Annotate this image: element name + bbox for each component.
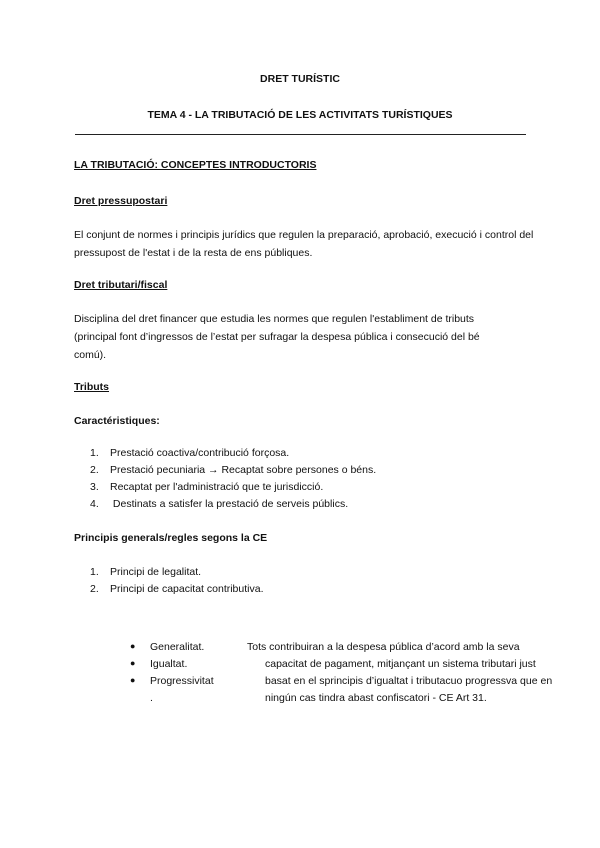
paragraph-dret-pressupostari: El conjunt de normes i principis jurídics que regulen la preparació, aprobació, execució i control del pressupost de l'estat i de la resta de ens públiques.: [74, 229, 534, 259]
list-text: Destinats a satisfer la prestació de serveis públics.: [110, 498, 349, 510]
list-number: 3.: [90, 481, 99, 493]
heading-dret-pressupostari: Dret pressupostari: [74, 195, 168, 207]
bullet-icon: ●: [130, 658, 136, 668]
bullet-label-progressivitat: Progressivitat: [150, 675, 214, 687]
bullet-label-igualtat: Igualtat.: [150, 658, 188, 670]
principle-description-line: basat en el sprincipis d’igualtat i tributacuo progressva que en: [265, 675, 553, 687]
bullet-icon: ●: [130, 675, 136, 685]
list-item: [90, 566, 201, 578]
principle-description-line: capacitat de pagament, mitjançant un sistema tributari just: [265, 658, 536, 670]
heading-principis: Principis generals/regles segons la CE: [74, 532, 268, 544]
heading-tributs: Tributs: [74, 381, 110, 393]
list-item: [90, 447, 289, 459]
list-number: 1.: [90, 447, 99, 459]
heading-caracteristiques: Caractéristiques:: [74, 415, 160, 427]
principle-description-line: ningún cas tindra abast confiscatori - CE Art 31.: [265, 692, 487, 704]
list-item: [90, 498, 348, 510]
list-item: [90, 481, 323, 493]
horizontal-rule: [75, 134, 526, 135]
paragraph-dret-tributari: Disciplina del dret financer que estudia les normes que regulen l'establiment de tributs (principal font d’ingressos de l’estat per sufragar la despesa pública i consecució del bé comú).: [74, 313, 480, 361]
list-number: 1.: [90, 566, 99, 578]
list-item: [90, 583, 264, 595]
list-text: Principi de capacitat contributiva.: [110, 583, 264, 595]
principle-description-line: Tots contribuiran a la despesa pública d’acord amb la seva: [247, 641, 520, 653]
list-text: Prestació coactiva/contribució forçosa.: [110, 447, 290, 459]
list-item: [90, 464, 376, 476]
list-text: Principi de legalitat.: [110, 566, 202, 578]
list-number: 4.: [90, 498, 99, 510]
list-number: 2.: [90, 464, 99, 476]
list-text: Recaptat per l'administració que te jurisdicció.: [110, 481, 324, 493]
bullet-icon: ●: [130, 641, 136, 651]
bullet-label-trailing-dot: .: [150, 692, 153, 704]
bullet-label-generalitat: Generalitat.: [150, 641, 205, 653]
list-number: 2.: [90, 583, 99, 595]
heading-dret-tributari: Dret tributari/fiscal: [74, 279, 168, 291]
document-subtitle: TEMA 4 - LA TRIBUTACIÓ DE LES ACTIVITATS TURÍSTIQUES: [147, 109, 453, 121]
section-heading: LA TRIBUTACIÓ: CONCEPTES INTRODUCTORIS: [74, 159, 317, 171]
list-text: Prestació pecuniaria → Recaptat sobre persones o béns.: [110, 464, 377, 476]
document-title: DRET TURÍSTIC: [260, 73, 340, 85]
